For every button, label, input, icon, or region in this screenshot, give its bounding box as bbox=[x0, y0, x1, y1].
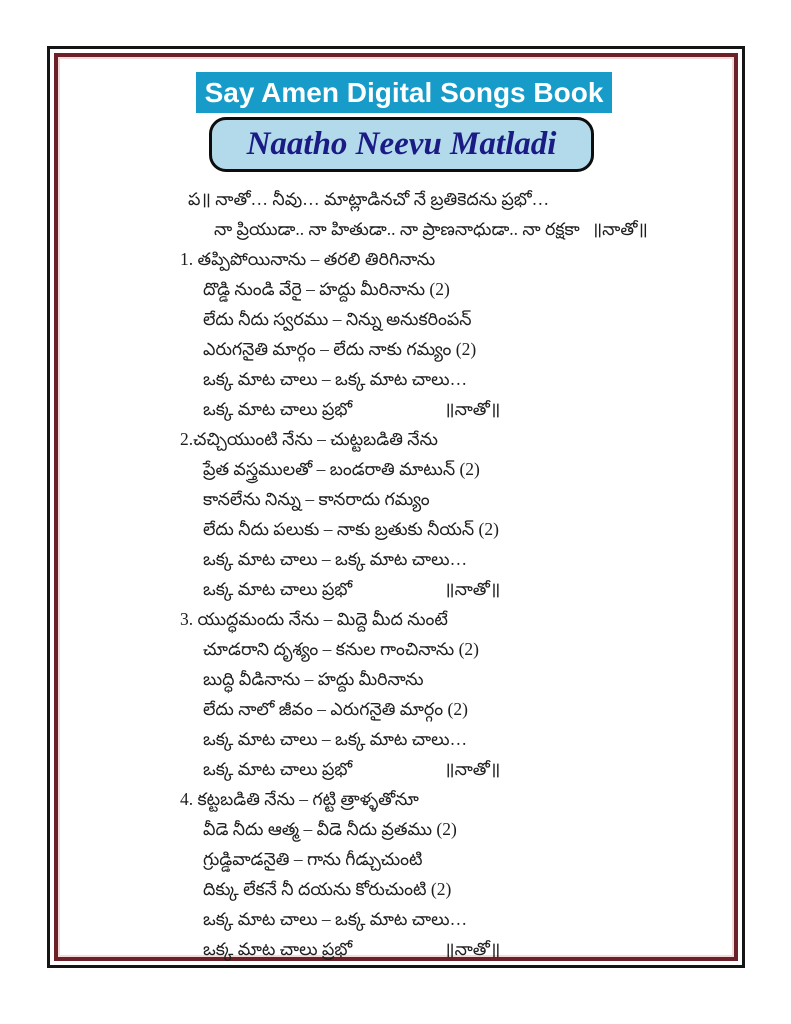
stanza-1-line: దొడ్డి నుండి వేరై – హద్దు మీరినాను (2) bbox=[203, 279, 450, 299]
lyrics-block bbox=[178, 184, 648, 964]
stanza-2-line: లేదు నీదు పలుకు – నాకు బ్రతుకు నీయన్ (2) bbox=[203, 519, 499, 539]
stanza-3-line: ఒక్క మాట చాలు – ఒక్క మాట చాలు… bbox=[203, 729, 468, 749]
refrain-text: ఒక్క మాట చాలు ప్రభో bbox=[203, 939, 353, 959]
pallavi-line-1: ప॥ నాతో… నీవు… మాట్లాడినచో నే బ్రతికెదను ప్రభో… bbox=[188, 189, 550, 209]
refrain-text: ఒక్క మాట చాలు ప్రభో bbox=[203, 399, 353, 419]
stanza-2-line: కానలేను నిన్ను – కానరాదు గమ్యం bbox=[203, 489, 430, 509]
stanza-1-refrain bbox=[178, 394, 638, 424]
refrain-end-marker: ॥నాతో॥ bbox=[444, 759, 501, 779]
stanza-3-opening: 3. యుద్ధమందు నేను – మిద్దె మీద నుంటే bbox=[180, 609, 448, 629]
stanza-4-line: దిక్కు లేకనే నీ దయను కోరుచుంటి (2) bbox=[203, 879, 452, 899]
stanza-1-line: ఒక్క మాట చాలు – ఒక్క మాట చాలు… bbox=[203, 369, 468, 389]
stanza-2-opening: 2.చచ్చియుంటి నేను – చుట్టబడితి నేను bbox=[180, 429, 438, 449]
refrain-end-marker: ॥నాతో॥ bbox=[444, 399, 501, 419]
stanza-2-refrain bbox=[178, 574, 638, 604]
book-banner bbox=[196, 72, 612, 113]
stanza-2-line: ప్రేత వస్త్రములతో – బండరాతి మాటున్ (2) bbox=[203, 459, 480, 479]
stanza-4-opening: 4. కట్టబడితి నేను – గట్టి త్రాళ్ళతోనూ bbox=[180, 789, 419, 809]
stanza-1-line: లేదు నీదు స్వరము – నిన్ను అనుకరింపన్ bbox=[203, 309, 472, 329]
stanza-3-line: చూడరాని దృశ్యం – కనుల గాంచినాను (2) bbox=[203, 639, 480, 659]
refrain-text: ఒక్క మాట చాలు ప్రభో bbox=[203, 759, 353, 779]
pallavi-line-2-text: నా ప్రియుడా.. నా హితుడా.. నా ప్రాణనాధుడా.. నా రక్షకా bbox=[214, 219, 580, 239]
pallavi-line-2 bbox=[178, 214, 648, 244]
stanza-4-line: వీడె నీదు ఆత్మ – వీడె నీదు వ్రతము (2) bbox=[203, 819, 457, 839]
refrain-end-marker: ॥నాతో॥ bbox=[444, 939, 501, 959]
refrain-text: ఒక్క మాట చాలు ప్రభో bbox=[203, 579, 353, 599]
stanza-1-opening: 1. తప్పిపోయినాను – తరలి తిరిగినాను bbox=[180, 249, 436, 269]
book-banner-label: Say Amen Digital Songs Book bbox=[204, 76, 604, 108]
stanza-4-line: గ్రుడ్డివాడనైతి – గాను గీడ్చుచుంటి bbox=[203, 849, 423, 869]
stanza-3-line: బుద్ధి వీడినాను – హద్దు మీరినాను bbox=[203, 669, 424, 689]
stanza-2-line: ఒక్క మాట చాలు – ఒక్క మాట చాలు… bbox=[203, 549, 468, 569]
song-title: Naatho Neevu Matladi bbox=[246, 126, 557, 162]
stanza-3-line: లేదు నాలో జీవం – ఎరుగనైతి మార్గం (2) bbox=[203, 699, 468, 719]
stanza-1-line: ఎరుగనైతి మార్గం – లేదు నాకు గమ్యం (2) bbox=[203, 339, 477, 359]
stanza-4-line: ఒక్క మాట చాలు – ఒక్క మాట చాలు… bbox=[203, 909, 468, 929]
stanza-3-refrain bbox=[178, 754, 638, 784]
stanza-4-refrain bbox=[178, 934, 638, 964]
refrain-end-marker: ॥నాతో॥ bbox=[444, 579, 501, 599]
refrain-end-marker: ॥నాతో॥ bbox=[591, 219, 648, 239]
song-title-box bbox=[209, 117, 594, 172]
